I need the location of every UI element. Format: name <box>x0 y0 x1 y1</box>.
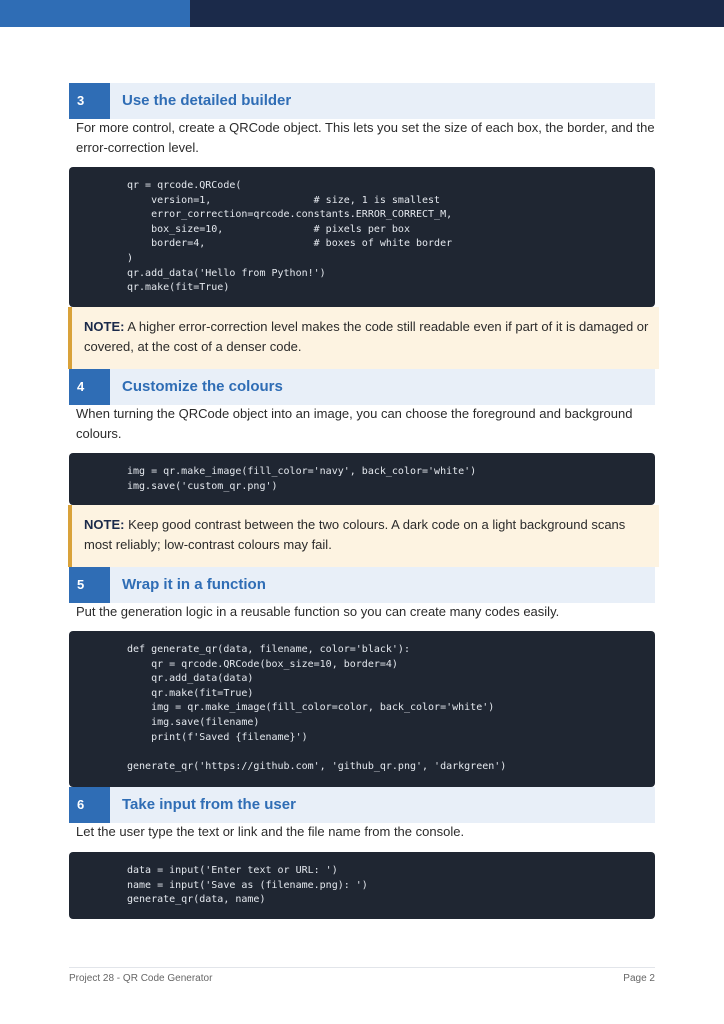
top-banner <box>0 0 724 27</box>
note-text: A higher error-correction level makes the code still readable even if part of it is damaged or covered, at the cost of a denser code. <box>84 319 649 354</box>
footer-page-number: Page 2 <box>623 973 655 984</box>
step-5-header <box>69 567 655 603</box>
step-title: Use the detailed builder <box>122 92 292 109</box>
step-3-note <box>68 307 659 369</box>
top-banner-accent <box>0 0 190 27</box>
step-number: 5 <box>69 567 110 603</box>
step-5-code-block <box>69 631 655 787</box>
note-label: NOTE: <box>84 319 125 334</box>
step-4-header <box>69 369 655 405</box>
step-title: Customize the colours <box>122 378 283 395</box>
step-number: 4 <box>69 369 110 405</box>
footer-project-title: Project 28 - QR Code Generator <box>69 973 213 984</box>
step-3-code-block <box>69 167 655 307</box>
step-4-description: When turning the QRCode object into an image, you can choose the foreground and background colours. <box>76 406 633 441</box>
footer-divider <box>69 967 655 968</box>
code-text: data = input('Enter text or URL: ') name = input('Save as (filename.png): ') generate_qr(data, name) <box>127 865 368 906</box>
step-number: 6 <box>69 787 110 823</box>
step-4-code-block <box>69 453 655 505</box>
step-4-note <box>68 505 659 567</box>
step-3-description: For more control, create a QRCode object. This lets you set the size of each box, the border, and the error-correction level. <box>76 120 655 155</box>
code-text: def generate_qr(data, filename, color='black'): qr = qrcode.QRCode(box_size=10, border=4) qr.add_data(data) qr.make(fit=True) img = qr.make_image(fill_color=color, back_color='white') img.save(filename) print(f'Saved {filename}') generate_qr('https://github.com', 'github_qr.png', 'darkgreen') <box>127 644 507 772</box>
note-text: Keep good contrast between the two colours. A dark code on a light background scans most reliably; low-contrast colours may fail. <box>84 517 626 552</box>
step-5-description: Put the generation logic in a reusable function so you can create many codes easily. <box>76 604 560 619</box>
step-title: Take input from the user <box>122 796 296 813</box>
step-3-header <box>69 83 655 119</box>
code-text: img = qr.make_image(fill_color='navy', back_color='white') img.save('custom_qr.png') <box>127 466 477 492</box>
step-number: 3 <box>69 83 110 119</box>
code-text: qr = qrcode.QRCode( version=1, # size, 1 is smallest error_correction=qrcode.constants.ERROR_CORRECT_M, box_size=10, # pixels per box border=4, # boxes of white border ) qr.add_data('Hello from Python!') qr.make(fit=True) <box>127 180 453 294</box>
step-6-description: Let the user type the text or link and the file name from the console. <box>76 824 465 839</box>
step-title: Wrap it in a function <box>122 576 266 593</box>
step-6-header <box>69 787 655 823</box>
note-label: NOTE: <box>84 517 125 532</box>
step-6-code-block <box>69 852 655 919</box>
